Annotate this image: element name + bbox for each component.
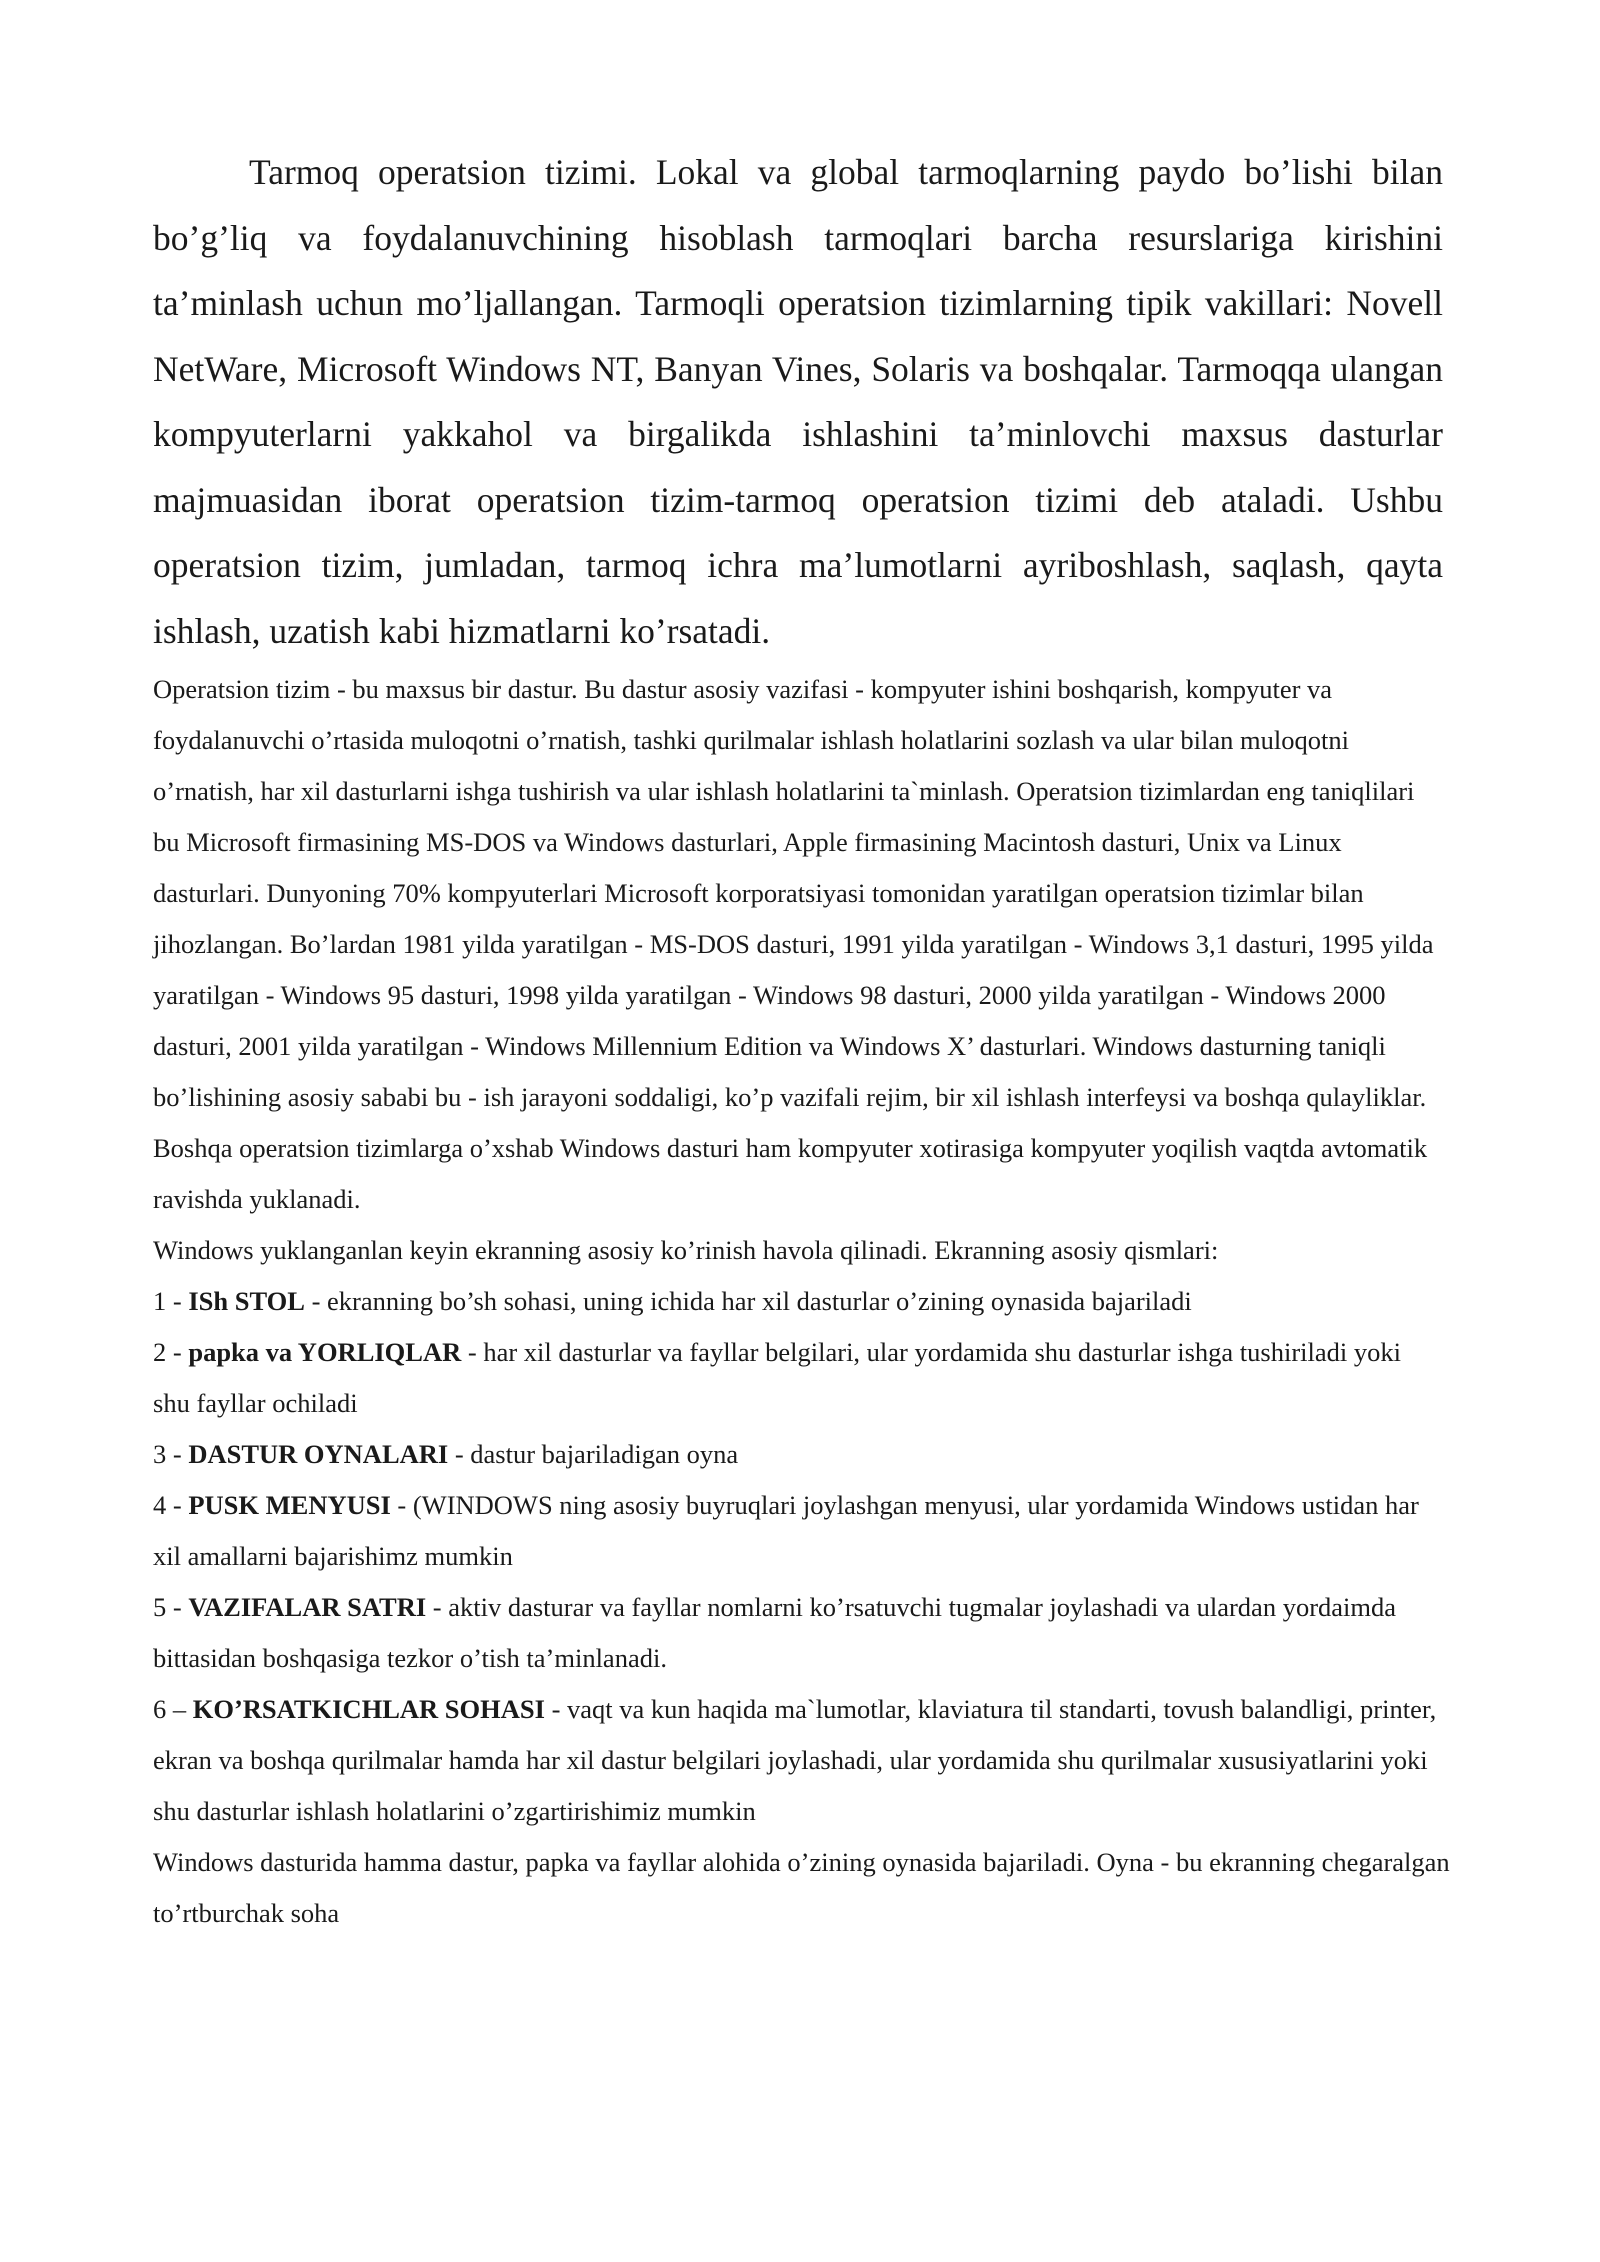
item-term: VAZIFALAR SATRI xyxy=(188,1592,427,1622)
list-item-2 xyxy=(153,1327,1443,1429)
item-number: 4 - xyxy=(153,1490,189,1520)
list-item-1 xyxy=(153,1276,1443,1327)
item-description: - dastur bajariladigan oyna xyxy=(448,1439,739,1469)
item-description: - aktiv dasturar va fayllar nomlarni ko’rsatuvchi tugmalar joylashadi va ulardan yordaimda bittasidan boshqasiga tezkor o’tish ta’minlanadi. xyxy=(153,1592,1397,1673)
document-page xyxy=(153,140,1450,1939)
item-number: 6 – xyxy=(153,1694,193,1724)
item-term: DASTUR OYNALARI xyxy=(188,1439,449,1469)
list-item-4 xyxy=(153,1480,1443,1582)
item-description: - (WINDOWS ning asosiy buyruqlari joylashgan menyusi, ular yordamida Windows ustidan har xil amallarni bajarishimz mumkin xyxy=(153,1490,1419,1571)
intro-paragraph: Tarmoq operatsion tizimi. Lokal va global tarmoqlarning paydo bo’lishi bilan bo’g’liq va foydalanuvchining hisoblash tarmoqlari barcha resurslariga kirishini ta’minlash uchun mo’ljallangan. Tarmoqli operatsion tizimlarning tipik vakillari: Novell NetWare, Microsoft Windows NT, Banyan Vines, Solaris va boshqalar. Tarmoqqa ulangan kompyuterlarni yakkahol va birgalikda ishlashini ta’minlovchi maxsus dasturlar majmuasidan iborat operatsion tizim-tarmoq operatsion tizimi deb ataladi. Ushbu operatsion tizim, jumladan, tarmoq ichra ma’lumotlarni ayriboshlash, saqlash, qayta ishlash, uzatish kabi hizmatlarni ko’rsatadi. xyxy=(153,152,1443,651)
list-item-5 xyxy=(153,1582,1443,1684)
list-item-6 xyxy=(153,1684,1443,1837)
item-description: - ekranning bo’sh sohasi, uning ichida har xil dasturlar o’zining oynasida bajariladi xyxy=(304,1286,1192,1316)
item-term: PUSK MENYUSI xyxy=(188,1490,391,1520)
item-term: papka va YORLIQLAR xyxy=(188,1337,462,1367)
os-paragraph: Operatsion tizim - bu maxsus bir dastur. Bu dastur asosiy vazifasi - kompyuter ishini boshqarish, kompyuter va foydalanuvchi o’rtasida muloqotni o’rnatish, tashki qurilmalar ishlash holatlarini sozlash va ular bilan muloqotni o’rnatish, har xil dasturlarni ishga tushirish va ular ishlash holatlarini ta`minlash. Operatsion tizimlardan eng taniqlilari bu Microsoft firmasining MS-DOS va Windows dasturlari, Apple firmasining Macintosh dasturi, Unix va Linux dasturlari. Dunyoning 70% kompyuterlari Microsoft korporatsiyasi tomonidan yaratilgan operatsion tizimlar bilan jihozlangan. Bo’lardan 1981 yilda yaratilgan - MS-DOS dasturi, 1991 yilda yaratilgan - Windows 3,1 dasturi, 1995 yilda yaratilgan - Windows 95 dasturi, 1998 yilda yaratilgan - Windows 98 dasturi, 2000 yilda yaratilgan - Windows 2000 dasturi, 2001 yilda yaratilgan - Windows Millennium Edition va Windows X’ dasturlari. Windows dasturning taniqli bo’lishining asosiy sababi bu - ish jarayoni soddaligi, ko’p vazifali rejim, bir xil ishlash interfeysi va boshqa qulayliklar. Boshqa operatsion tizimlarga o’xshab Windows dasturi ham kompyuter xotirasiga kompyuter yoqilish vaqtda avtomatik ravishda yuklanadi. xyxy=(153,674,1434,1214)
item-number: 5 - xyxy=(153,1592,189,1622)
item-description: - vaqt va kun haqida ma`lumotlar, klaviatura til standarti, tovush balandligi, printer, ekran va boshqa qurilmalar hamda har xil dastur belgilari joylashadi, ular yordamida shu qurilmalar xususiyatlarini yoki shu dasturlar ishlash holatlarini o’zgartirishimiz mumkin xyxy=(153,1694,1437,1826)
list-item-3 xyxy=(153,1429,1443,1480)
item-number: 3 - xyxy=(153,1439,189,1469)
item-number: 2 - xyxy=(153,1337,189,1367)
item-description: - har xil dasturlar va fayllar belgilari, ular yordamida shu dasturlar ishga tushiriladi yoki shu fayllar ochiladi xyxy=(153,1337,1401,1418)
closing-paragraph: Windows dasturida hamma dastur, papka va fayllar alohida o’zining oynasida bajariladi. Oyna - bu ekranning chegaralgan to’rtburchak soha xyxy=(153,1847,1450,1928)
item-number: 1 - xyxy=(153,1286,189,1316)
item-term: ISh STOL xyxy=(188,1286,305,1316)
item-term: KO’RSATKICHLAR SOHASI xyxy=(192,1694,545,1724)
windows-intro: Windows yuklanganlan keyin ekranning asosiy ko’rinish havola qilinadi. Ekranning asosiy qismlari: xyxy=(153,1235,1219,1265)
